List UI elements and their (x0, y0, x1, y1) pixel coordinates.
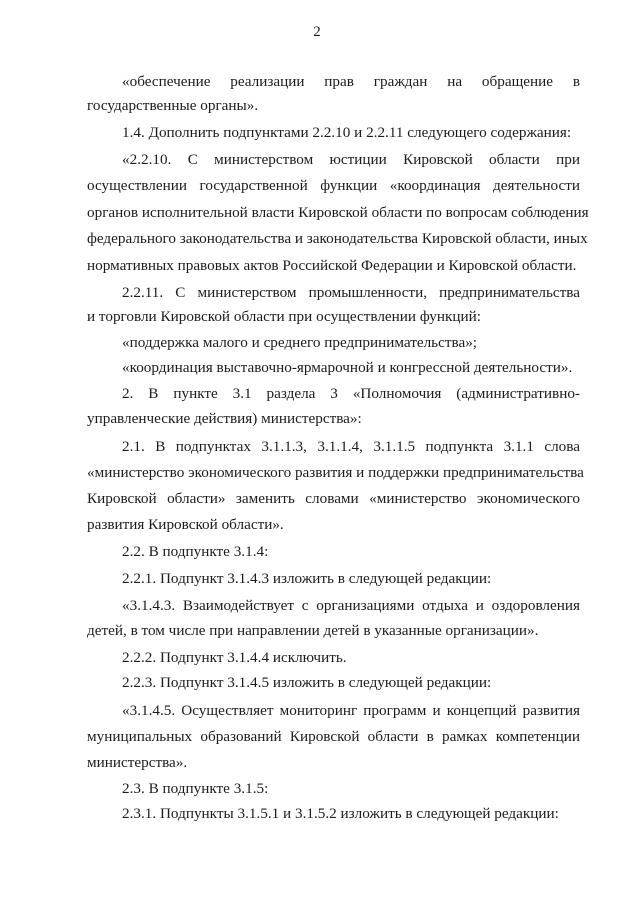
text-line: 2.1. В подпунктах 3.1.1.3, 3.1.1.4, 3.1.1.5 подпункта 3.1.1 слова (122, 438, 580, 455)
text-line: «координация выставочно-ярмарочной и конгрессной деятельности». (122, 359, 573, 376)
text-line: 2.3.1. Подпункты 3.1.5.1 и 3.1.5.2 изложить в следующей редакции: (122, 805, 559, 822)
text-line: 1.4. Дополнить подпунктами 2.2.10 и 2.2.11 следующего содержания: (122, 124, 572, 141)
page-number: 2 (313, 24, 321, 40)
text-line: 2.2.3. Подпункт 3.1.4.5 изложить в следующей редакции: (122, 674, 492, 691)
text-line: управленческие действия) министерства»: (87, 410, 362, 427)
text-line: федерального законодательства и законодательства Кировской области, иных (87, 230, 588, 247)
text-line: развития Кировской области». (87, 516, 284, 533)
text-line: «поддержка малого и среднего предпринимательства»; (122, 334, 478, 351)
text-line: 2.2.11. С министерством промышленности, предпринимательства (122, 284, 580, 301)
text-line: детей, в том числе при направлении детей в указанные организации». (87, 622, 539, 639)
text-line: 2.2.2. Подпункт 3.1.4.4 исключить. (122, 649, 347, 666)
text-line: органов исполнительной власти Кировской области по вопросам соблюдения (87, 204, 589, 221)
text-line: 2. В пункте 3.1 раздела 3 «Полномочия (административно- (122, 385, 580, 402)
text-line: 2.2.1. Подпункт 3.1.4.3 изложить в следующей редакции: (122, 570, 492, 587)
text-line: нормативных правовых актов Российской Федерации и Кировской области. (87, 257, 577, 274)
text-line: государственные органы». (87, 97, 259, 114)
text-line: «обеспечение реализации прав граждан на обращение в (122, 73, 580, 90)
text-line: «министерство экономического развития и поддержки предпринимательства (87, 464, 584, 481)
text-line: министерства». (87, 754, 188, 771)
text-line: 2.3. В подпункте 3.1.5: (122, 780, 269, 797)
text-line: «3.1.4.3. Взаимодействует с организациями отдыха и оздоровления (122, 597, 580, 614)
text-line: «3.1.4.5. Осуществляет мониторинг программ и концепций развития (122, 702, 580, 719)
text-line: «2.2.10. С министерством юстиции Кировской области при (122, 151, 580, 168)
text-line: и торговли Кировской области при осуществлении функций: (87, 308, 482, 325)
text-line: 2.2. В подпункте 3.1.4: (122, 543, 269, 560)
text-line: осуществлении государственной функции «координация деятельности (87, 177, 580, 194)
text-line: Кировской области» заменить словами «министерство экономического (87, 490, 580, 507)
text-line: муниципальных образований Кировской области в рамках компетенции (87, 728, 580, 745)
